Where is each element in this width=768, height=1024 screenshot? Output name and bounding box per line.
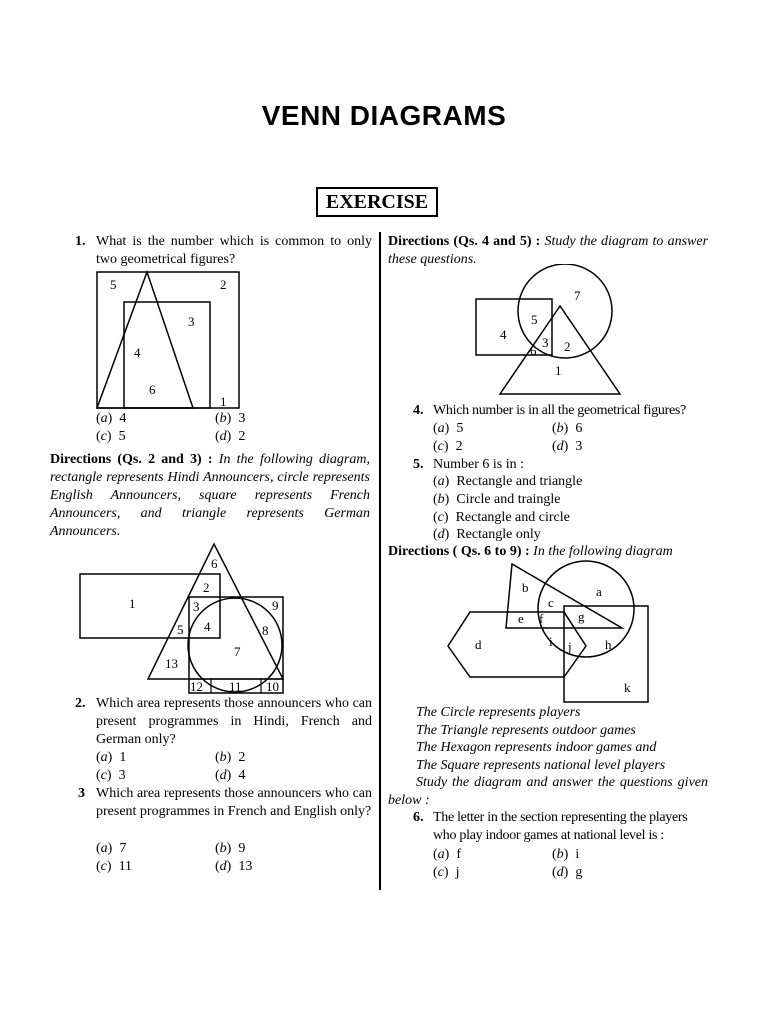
d23-label-1: 1 [129,596,136,611]
q1-label-3: 4 [134,345,141,360]
d23-label-3: 3 [193,599,200,614]
d69-label-a: a [596,584,602,599]
q4-option-a[interactable]: (a) 5 [433,421,464,436]
d23-label-10: 10 [266,679,279,694]
q6-option-a[interactable]: (a) f [433,847,462,862]
d69-label-k: k [624,680,631,695]
indoor-games-hexagon [448,612,586,677]
outer-square [97,272,239,408]
q4-text: Which number is in all the geometrical figures? [433,403,686,418]
d69-label-e: e [518,611,524,626]
q2-option-a[interactable]: (a) 1 [96,750,127,765]
triangle [97,272,193,408]
q3-text: Which area represents those announcers who can present programmes in French and English only? [96,786,372,819]
page-title: VENN DIAGRAMS [261,100,507,131]
q1-label-2: 3 [188,314,195,329]
q2-text: Which area represents those announcers who can present programmes in Hindi, French and German only? [96,696,372,747]
q3-option-b[interactable]: (b) 9 [215,841,246,856]
column-divider [379,232,381,890]
rectangle [476,299,552,355]
q1-option-d[interactable]: (d) 2 [215,429,246,444]
q6-text: The letter in the section representing the players who play indoor games at national level is : [433,810,688,843]
d23-label-2: 2 [203,580,210,595]
q3-option-c[interactable]: (c) 11 [96,859,133,874]
q1-label-5: 1 [220,394,227,409]
q4-number: 4. [413,403,424,418]
legend-triangle: The Triangle represents outdoor games [416,723,636,738]
q6-option-d[interactable]: (d) g [552,865,583,880]
d69-label-c: c [548,595,554,610]
d23-label-11: 11 [229,679,242,694]
q6-q9-venn-diagram [440,560,652,708]
d45-label-5: 5 [531,312,538,327]
d23-label-9: 9 [272,598,279,613]
d23-label-8: 8 [262,623,269,638]
q5-number: 5. [413,457,424,472]
q2-option-b[interactable]: (b) 2 [215,750,246,765]
q5-option-d[interactable]: (d) Rectangle only [433,527,541,542]
legend-instruction: Study the diagram and answer the questions given below : [388,775,708,808]
q6-number: 6. [413,810,424,825]
q3-option-a[interactable]: (a) 7 [96,841,127,856]
q1-label-1: 2 [220,277,227,292]
directions-q2-q3: Directions (Qs. 2 and 3) : In the following diagram, rectangle represents Hindi Announcers, circle represents English Announcers, square represents French Announcers, and triangle represents German Announcers. [50,452,370,539]
d23-label-12: 12 [190,679,203,694]
d23-label-13: 13 [165,656,178,671]
d23-label-7: 7 [234,644,241,659]
d45-label-2: 2 [564,339,571,354]
directions-q6-q9: Directions ( Qs. 6 to 9) : In the following diagram [388,544,673,559]
d23-label-5: 5 [177,622,184,637]
q2-q3-venn-diagram [76,540,290,696]
q2-option-c[interactable]: (c) 3 [96,768,126,783]
d45-label-4: 4 [500,327,507,342]
q4-option-d[interactable]: (d) 3 [552,439,583,454]
q5-option-a[interactable]: (a) Rectangle and triangle [433,474,583,489]
q4-option-b[interactable]: (b) 6 [552,421,583,436]
q5-text: Number 6 is in : [433,457,524,472]
d45-label-1: 1 [555,363,562,378]
d45-label-6: 6 [530,343,537,358]
d23-label-6: 6 [211,556,218,571]
d69-label-f: f [539,611,544,626]
q5-option-c[interactable]: (c) Rectangle and circle [433,510,570,525]
q4-q5-venn-diagram [470,264,626,398]
d69-label-i: i [549,634,553,649]
q5-option-b[interactable]: (b) Circle and traingle [433,492,561,507]
q3-number: 3 [78,786,85,801]
q1-venn-diagram [90,268,250,414]
d69-label-h: h [605,637,612,652]
d23-label-4: 4 [204,619,211,634]
d69-label-j: j [568,639,572,654]
q1-option-c[interactable]: (c) 5 [96,429,126,444]
d69-label-b: b [522,580,529,595]
legend-hexagon: The Hexagon represents indoor games and [416,740,657,755]
q1-label-4: 6 [149,382,156,397]
q6-option-b[interactable]: (b) i [552,847,580,862]
q4-option-c[interactable]: (c) 2 [433,439,463,454]
legend-square: The Square represents national level players [416,758,666,773]
q2-option-d[interactable]: (d) 4 [215,768,246,783]
exercise-heading: EXERCISE [316,187,438,217]
d45-label-7: 7 [574,288,581,303]
q1-text: What is the number which is common to only two geometrical figures? [96,234,372,267]
q6-option-c[interactable]: (c) j [433,865,460,880]
d69-label-d: d [475,637,482,652]
q1-label-0: 5 [110,277,117,292]
q1-option-b[interactable]: (b) 3 [215,411,246,426]
q2-number: 2. [75,696,86,711]
q3-option-d[interactable]: (d) 13 [215,859,253,874]
q1-option-a[interactable]: (a) 4 [96,411,127,426]
q1-number: 1. [75,234,86,249]
d45-label-3: 3 [542,335,549,350]
legend-circle: The Circle represents players [416,705,581,720]
national-level-square [564,606,648,702]
d69-label-g: g [578,609,585,624]
directions-q4-q5: Directions (Qs. 4 and 5) : Study the diagram to answer these questions. [388,234,709,267]
